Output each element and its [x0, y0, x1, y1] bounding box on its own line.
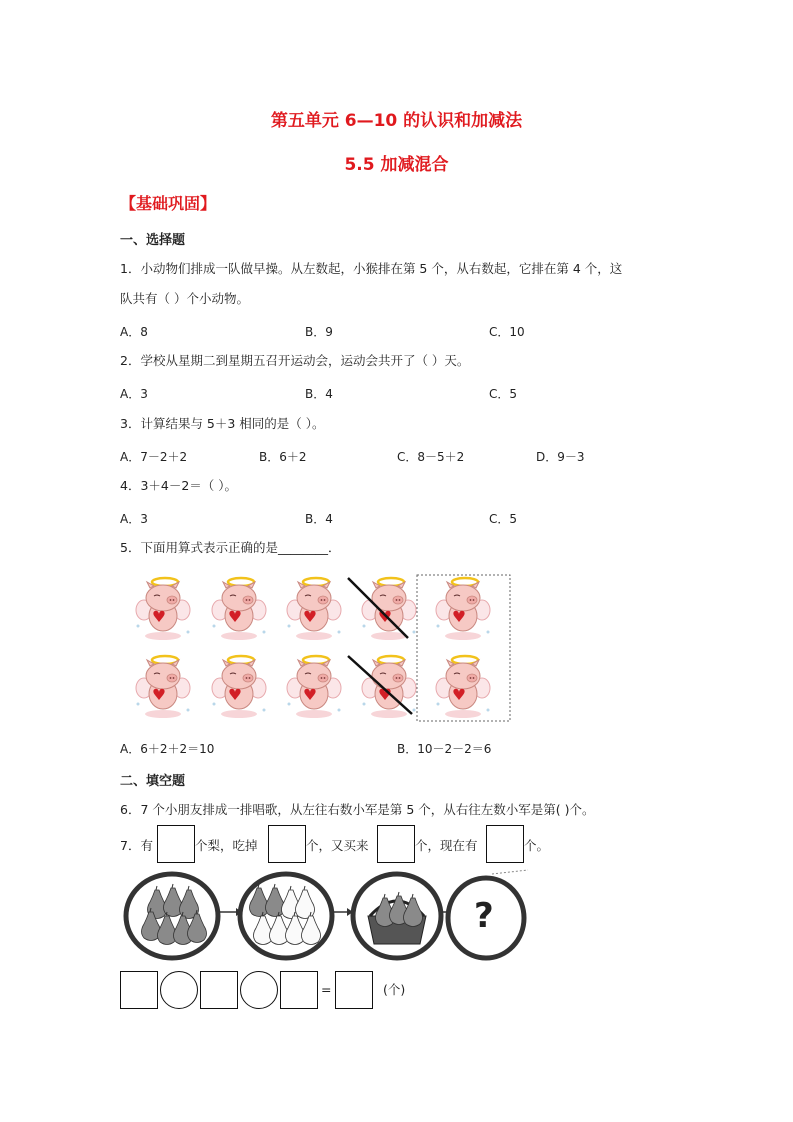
pig-grid-image: [120, 570, 520, 730]
part1-heading: 一、选择题: [120, 233, 186, 248]
q3-option-a[interactable]: A．7－2＋2: [120, 450, 188, 464]
unit-label: (个): [383, 982, 406, 997]
q7-blank-2[interactable]: [268, 825, 306, 863]
q1-line2: 队共有（ ）个小动物。: [120, 291, 249, 306]
pear-story-image: [120, 868, 530, 964]
q4-option-a[interactable]: A．3: [120, 512, 148, 526]
q5-option-a[interactable]: A．6＋2＋2＝10: [120, 742, 215, 756]
q3-option-d[interactable]: D．9－3: [536, 450, 585, 464]
equation-box-2[interactable]: [200, 971, 238, 1009]
q2-option-c[interactable]: C．5: [489, 387, 518, 401]
q2-option-b[interactable]: B．4: [305, 387, 333, 401]
worksheet-subtitle: 5.5 加减混合: [344, 155, 449, 175]
equation-box-1[interactable]: [120, 971, 158, 1009]
q7-prefix: 7．有: [120, 838, 153, 853]
equation-box-3[interactable]: [280, 971, 318, 1009]
q7-blank-3[interactable]: [377, 825, 415, 863]
q5-option-b[interactable]: B．10－2－2＝6: [397, 742, 492, 756]
q4-option-c[interactable]: C．5: [489, 512, 518, 526]
q1-line1: 1．小动物们排成一队做早操。从左数起，小猴排在第 5 个，从右数起，它排在第 4 个，这: [120, 261, 623, 276]
q3-text: 3．计算结果与 5＋3 相同的是（ ）。: [120, 416, 325, 431]
q1-option-c[interactable]: C．10: [489, 325, 525, 339]
q1-option-b[interactable]: B．9: [305, 325, 333, 339]
equation-operator-1[interactable]: [160, 971, 198, 1009]
worksheet-title: 第五单元 6—10 的认识和加减法: [270, 111, 523, 131]
q4-text: 4．3＋4－2＝（ ）。: [120, 478, 238, 493]
q7-seg3: 个，现在有: [415, 838, 478, 853]
section-label: 【基础巩固】: [120, 194, 217, 213]
equation-answer-box[interactable]: [335, 971, 373, 1009]
q3-option-b[interactable]: B．6＋2: [259, 450, 307, 464]
q6-text: 6．7 个小朋友排成一排唱歌，从左往右数小军是第 5 个，从右往左数小军是第( )个。: [120, 802, 595, 817]
q2-option-a[interactable]: A．3: [120, 387, 148, 401]
equation-operator-2[interactable]: [240, 971, 278, 1009]
equals-sign: =: [321, 982, 332, 997]
part2-heading: 二、填空题: [120, 774, 186, 789]
q7-seg4: 个。: [524, 838, 550, 853]
q5-text: 5．下面用算式表示正确的是________．: [120, 540, 341, 555]
q2-text: 2．学校从星期二到星期五召开运动会，运动会共开了（ ）天。: [120, 353, 470, 368]
q1-option-a[interactable]: A．8: [120, 325, 148, 339]
q4-option-b[interactable]: B．4: [305, 512, 333, 526]
q7-seg1: 个梨，吃掉: [195, 838, 258, 853]
q7-blank-4[interactable]: [486, 825, 524, 863]
q7-blank-1[interactable]: [157, 825, 195, 863]
question-mark-icon: ?: [474, 896, 494, 936]
q7-seg2: 个，又买来: [306, 838, 369, 853]
q3-option-c[interactable]: C．8－5＋2: [397, 450, 465, 464]
